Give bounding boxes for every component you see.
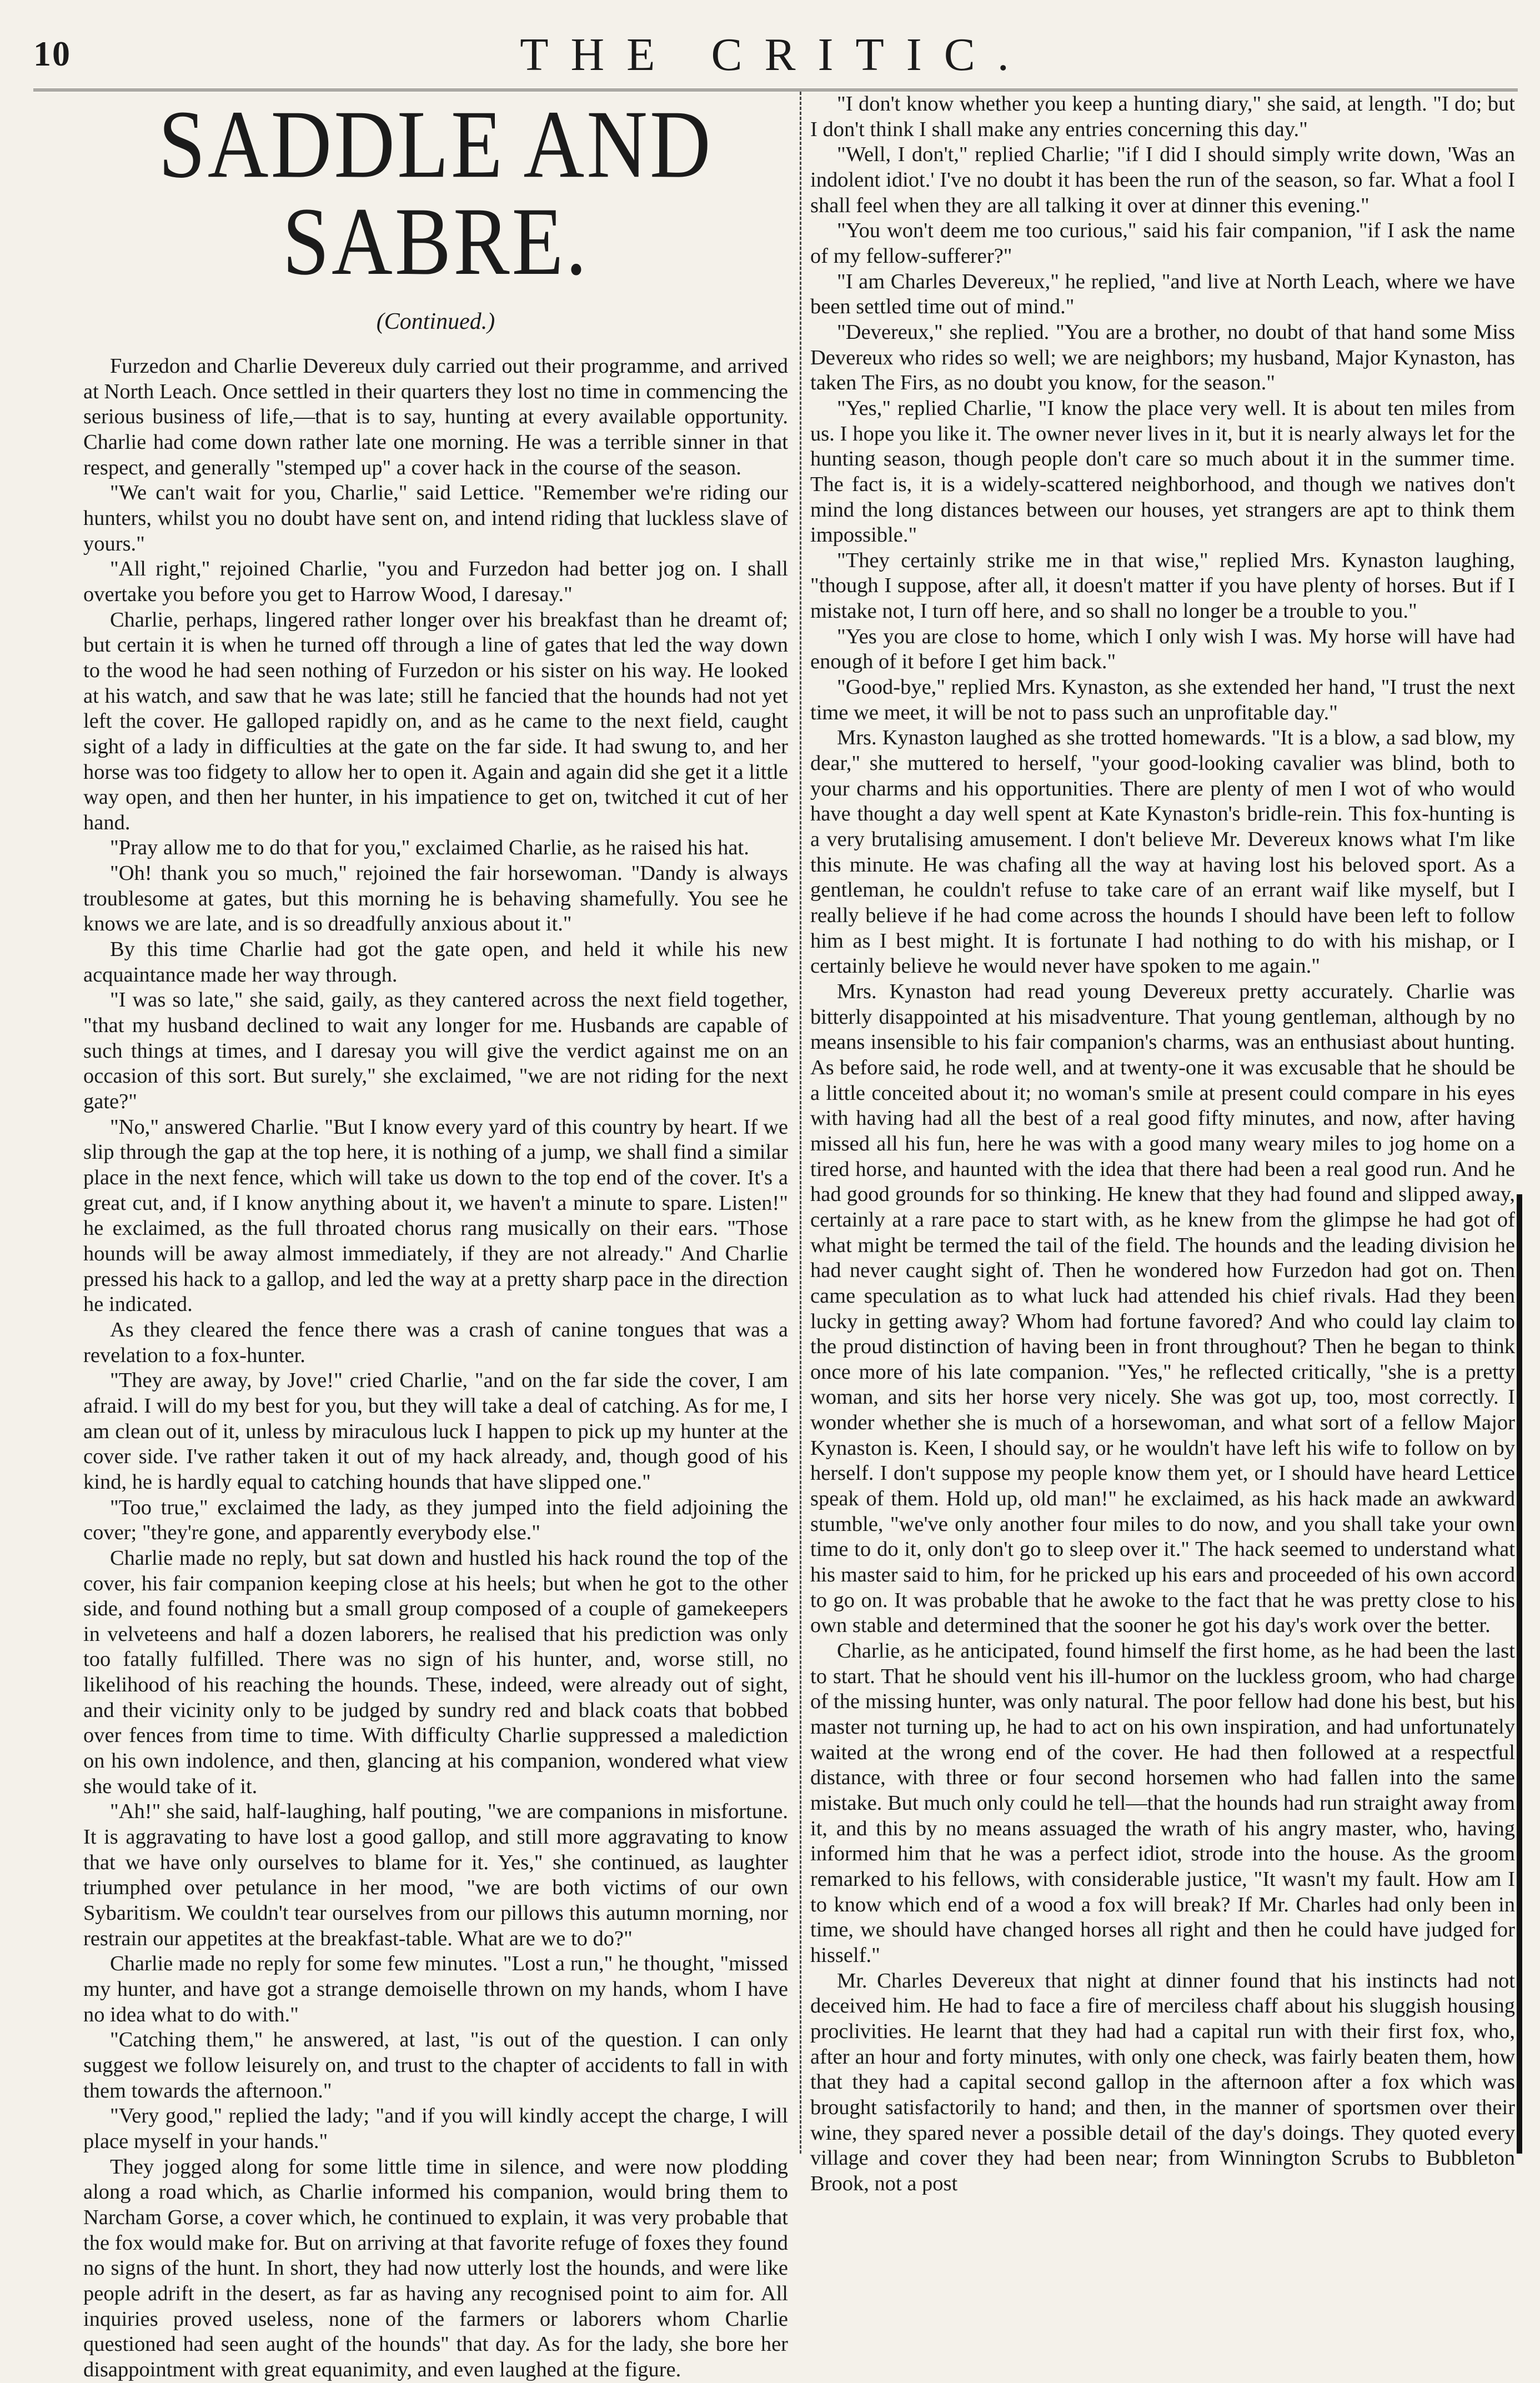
article-body [83,91,1515,2381]
paragraph: "I am Charles Devereux," he replied, "and live at North Leach, where we have been settled time out of mind." [810,269,1515,319]
paragraph: "Yes you are close to home, which I only wish I was. My horse will have had enough of it before I get him back." [810,624,1515,674]
paragraph: Furzedon and Charlie Devereux duly carried out their programme, and arrived at North Leach. Once settled in their quarters they lost no time in commencing the serious business of life,—that is to say, hunting at every available opportunity. Charlie had come down rather late one morning. He was a terrible sinner in that respect, and generally "stemped up" a cover hack in the course of the season. [83,354,788,479]
paragraph: Mr. Charles Devereux that night at dinner found that his instincts had not deceived him. He had to face a fire of merciless chaff about his sluggish housing proclivities. He learnt that they had had a capital run with their first fox, who, after an hour and forty minutes, with only one check, was fairly beaten them, how that they had a capital second gallop in the afternoon after a fox which was brought satisfactorily to hand; and then, in the manner of sportsmen over their wine, they spared never a possible detail of the day's doings. They quoted every village and cover they had been near; from Winnington Scrubs to Bubbleton Brook, not a post [810,1969,1515,2195]
margin-rule [1517,1194,1522,2154]
right-paragraphs [810,92,1515,2196]
right-column [810,92,1515,2383]
paragraph: Charlie, perhaps, lingered rather longer over his breakfast than he dreamt of; but certain it is when he turned off through a line of gates that led the way down to the wood he had seen nothing of Furzedon or his sister on his way. He looked at his watch, and saw that he was late; still he fancied that the hounds had not yet left the cover. He galloped rapidly on, and as he came to the next field, caught sight of a lady in difficulties at the gate on the far side. It had swung to, and her horse was too fidgety to allow her to open it. Again and again did she get it a little way open, and then her hunter, in his impatience to get on, twitched it cut of her hand. [83,608,788,834]
article-title: SADDLE AND SABRE. [158,91,713,295]
paragraph: Mrs. Kynaston had read young Devereux pretty accurately. Charlie was bitterly disappointed at his misadventure. That young gentleman, although by no means insensible to his fair companion's charms, was an enthusiast about hunting. As before said, he rode well, and at twenty-one it was excusable that he should be a little conceited about it; no woman's smile at present could compare in his eyes with having had all the best of a real good fifty minutes, and now, after having missed all his fun, here he was with a good many weary miles to jog home on a tired horse, and haunted with the idea that there had been a real good run. And he had good grounds for so thinking. He knew that they had found and slipped away, certainly at a rare pace to start with, as he knew from the glimpse he had got of what might be termed the tail of the field. The hounds and the leading division he had never caught sight of. Then he wondered how Furzedon had got on. Then came speculation as to what luck had attended his chief rivals. Had they been lucky in getting away? Whom had fortune favored? And who could lay claim to the proud distinction of having been in front throughout? Then he began to think once more of his late companion. "Yes," he reflected critically, "she is a pretty woman, and sits her horse very nicely. She was got up, too, most correctly. I wonder whether she is much of a horsewoman, and what sort of a fellow Major Kynaston is. Keen, I should say, or he wouldn't have left his wife to follow on by herself. I don't suppose my people know them yet, or I should have heard Lettice speak of them. Hold up, old man!" he exclaimed, as his hack made an awkward stumble, "we've only another four miles to do now, and you shall take your own time to do it, only don't go to sleep over it." The hack seemed to understand what his master said to him, for he pricked up his ears and proceeded of his own accord to go on. It was probable that he awoke to the fact that he was pretty close to his own stable and determined that the sooner he got his day's work over the better. [810,979,1515,1638]
paragraph: "They certainly strike me in that wise," replied Mrs. Kynaston laughing, "though I suppose, after all, it doesn't matter if you have plenty of horses. But if I mistake not, I turn off here, and so shall no longer be a trouble to you." [810,548,1515,623]
paragraph: "I don't know whether you keep a hunting diary," she said, at length. "I do; but I don't think I shall make any entries concerning this day." [810,92,1515,141]
paragraph: "Devereux," she replied. "You are a brother, no doubt of that hand some Miss Devereux who rides so well; we are neighbors; my husband, Major Kynaston, has taken The Firs, as no doubt you know, for the season." [810,320,1515,395]
paragraph: Mrs. Kynaston laughed as she trotted homewards. "It is a blow, a sad blow, my dear," she muttered to herself, "your good-looking cavalier was blind, both to your charms and his opportunities. There are plenty of men I wot of who would have thought a day well spent at Kate Kynaston's bridle-rein. This fox-hunting is a very brutalising amusement. I don't believe Mr. Devereux knows what I'm like this minute. He was chafing all the way at having lost his beloved sport. As a gentleman, he couldn't refuse to take care of an errant waif like myself, but I really believe if he had come across the hounds I should have been left to follow him as I best might. It is fortunate I had nothing to do with his mishap, or I certainly believe he would never have spoken to me again." [810,726,1515,978]
paragraph: "No," answered Charlie. "But I know every yard of this country by heart. If we slip through the gap at the top here, it is nothing of a jump, we shall find a similar place in the next fence, which will take us down to the top end of the cover. It's a great cut, and, if I know anything about it, we haven't a minute to spare. Listen!" he exclaimed, as the full throated chorus rang musically on their ears. "Those hounds will be away almost immediately, if they are not already." And Charlie pressed his hack to a gallop, and led the way at a pretty sharp pace in the direction he indicated. [83,1115,788,1316]
paragraph: "Catching them," he answered, at last, "is out of the question. I can only suggest we follow leisurely on, and trust to the chapter of accidents to fall in with them towards the afternoon." [83,2028,788,2102]
paragraph: Charlie made no reply, but sat down and hustled his hack round the top of the cover, his fair companion keeping close at his heels; but when he got to the other side, and found nothing but a small group composed of a couple of gamekeepers in velveteens and half a dozen laborers, he realised that his prediction was only too fatally fulfilled. There was no sign of his hunter, and, worse still, no likelihood of his reaching the hounds. These, indeed, were already out of sight, and their vicinity only to be judged by sundry red and black coats that bobbed over fences from time to time. With difficulty Charlie suppressed a malediction on his own indolence, and then, glancing at his companion, wondered what view she would take of it. [83,1546,788,1798]
page-header [33,22,1518,91]
journal-title: THE CRITIC. [520,29,1031,81]
paragraph: "Pray allow me to do that for you," exclaimed Charlie, as he raised his hat. [110,836,749,860]
paragraph: "Very good," replied the lady; "and if you will kindly accept the charge, I will place myself in your hands." [83,2104,788,2153]
paragraph: "Good-bye," replied Mrs. Kynaston, as she extended her hand, "I trust the next time we meet, it will be not to pass such an unprofitable day." [810,675,1515,724]
paragraph: By this time Charlie had got the gate open, and held it while his new acquaintance made her way through. [83,938,788,987]
paragraph: "Ah!" she said, half-laughing, half pouting, "we are companions in misfortune. It is aggravating to have lost a good gallop, and still more aggravating to know that we have only ourselves to blame for it. Yes," she continued, as laughter triumphed over petulance in her mood, "we are both victims of our own Sybaritism. We couldn't tear ourselves from our pillows this autumn morning, nor restrain our appetites at the breakfast-table. What are we to do?" [83,1800,788,1950]
paragraph: "All right," rejoined Charlie, "you and Furzedon had better jog on. I shall overtake you before you get to Harrow Wood, I daresay." [83,557,788,606]
paragraph: Charlie made no reply for some few minutes. "Lost a run," he thought, "missed my hunter, and have got a strange demoiselle thrown on my hands, whom I have no idea what to do with." [83,1952,788,2026]
paragraph: "They are away, by Jove!" cried Charlie, "and on the far side the cover, I am afraid. I will do my best for you, but they will take a deal of catching. As for me, I am clean out of it, unless by miraculous luck I happen to pick up my hunter at the cover side. I've rather taken it out of my hack already, and, though good of his kind, he is hardly equal to catching hounds that have slipped one." [83,1369,788,1494]
paragraph: "You won't deem me too curious," said his fair companion, "if I ask the name of my fellow-sufferer?" [810,219,1515,268]
paragraph: As they cleared the fence there was a crash of canine tongues that was a revelation to a fox-hunter. [83,1318,788,1367]
paragraph: "Too true," exclaimed the lady, as they jumped into the field adjoining the cover; "they're gone, and apparently everybody else." [83,1495,788,1545]
paragraph: "Well, I don't," replied Charlie; "if I did I should simply write down, 'Was an indolent idiot.' I've no doubt it has been the run of the season, so far. What a fool I shall feel when they are all talking it over at dinner this evening." [810,143,1515,217]
paragraph: "Oh! thank you so much," rejoined the fair horsewoman. "Dandy is always troublesome at gates, but this morning he is behaving shamefully. You see he knows we are late, and is so dreadfully anxious about it." [83,862,788,936]
paragraph: "Yes," replied Charlie, "I know the place very well. It is about ten miles from us. I hope you like it. The owner never lives in it, but it is nearly always let for the hunting season, though people don't care so much about it in the summer time. The fact is, it is a widely-scattered neighborhood, and though we natives don't mind the long distances between our houses, yet strangers are apt to think them impossible." [810,396,1515,547]
paragraph: Charlie, as he anticipated, found himself the first home, as he had been the last to start. That he should vent his ill-humor on the luckless groom, who had charge of the missing hunter, was only natural. The poor fellow had done his best, but his master not turning up, he had to act on his own inspiration, and had unfortunately waited at the wrong end of the cover. He had then followed at a respectful distance, with three or four second horsemen who had fallen into the same mistake. But much only could he tell—that the hounds had run straight away from it, and this by no means assuaged the wrath of his angry master, who, having informed him that he was a perfect idiot, strode into the house. As the groom remarked to his fellows, with considerable justice, "It wasn't my fault. How am I to know which end of a wood a fox will break? If Mr. Charles had only been in time, we should have changed horses all right and then he could have judged for hisself." [810,1639,1515,1967]
paragraph: "I was so late," she said, gaily, as they cantered across the next field together, "that my husband declined to wait any longer for me. Husbands are capable of such things at times, and I daresay you will give the verdict against me on an occasion of this sort. But surely," she exclaimed, "we are not riding for the next gate?" [83,988,788,1114]
page-number: 10 [33,34,71,73]
left-paragraphs [83,354,788,2383]
paragraph: "We can't wait for you, Charlie," said Lettice. "Remember we're riding our hunters, whilst you no doubt have sent on, and intend riding that luckless slave of yours." [83,481,788,555]
left-column [83,92,788,2383]
paragraph: They jogged along for some little time in silence, and were now plodding along a road which, as Charlie informed his companion, would bring them to Narcham Gorse, a cover which, he continued to explain, it was very probable that the fox would make for. But on arriving at that favorite refuge of foxes they found no signs of the hunt. In short, they had now utterly lost the hounds, and were like people adrift in the desert, as far as having any recognised point to aim for. All inquiries proved useless, none of the farmers or laborers whom Charlie questioned had seen aught of the hounds" that day. As for the lady, she bore her disappointment with great equanimity, and even laughed at the figure. [83,2155,788,2381]
continued-note: (Continued.) [376,309,495,334]
